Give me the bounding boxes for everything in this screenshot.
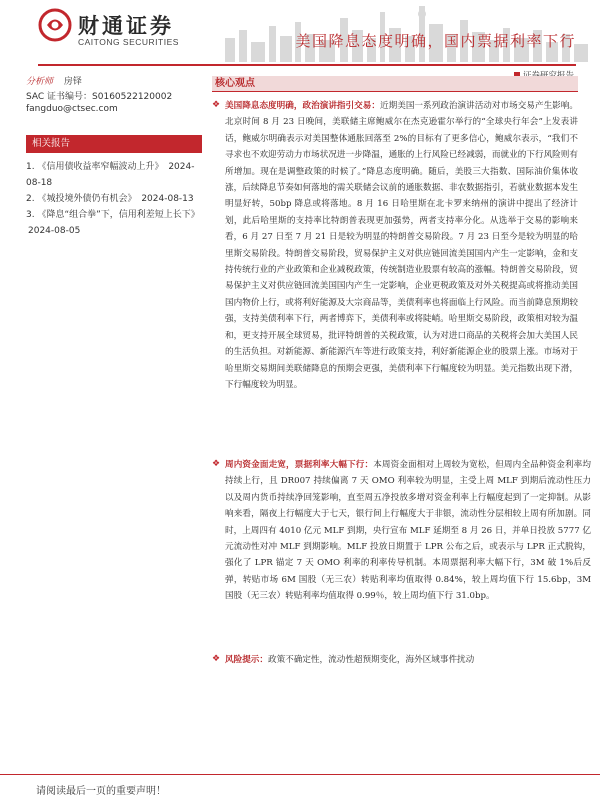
core-views-heading: 核心观点 [212, 76, 578, 92]
diamond-bullet-icon: ❖ [212, 654, 221, 664]
footer-divider [0, 774, 600, 775]
bullet-text: 政策不确定性，流动性超预期变化，海外区域事件扰动 [267, 655, 475, 665]
related-report-item[interactable] [26, 191, 202, 207]
bullet-paragraph [225, 457, 591, 605]
header-divider [38, 64, 576, 66]
bullet-lead: 周内资金面走宽，票据利率大幅下行： [225, 460, 374, 470]
logo-text-cn: 财通证券 [78, 14, 174, 38]
analyst-name: 房铎 [63, 77, 82, 87]
related-report-title: 3. 《降息“组合拳”下，信用利差短上长下》 [26, 210, 200, 220]
bullet-lead: 风险提示： [225, 655, 268, 665]
bullet-lead: 美国降息态度明确，政治演讲指引交易： [225, 101, 380, 111]
related-reports-list [26, 159, 202, 239]
bullet-paragraph [225, 98, 578, 393]
related-reports-heading: 相关报告 [26, 135, 202, 153]
footer-disclaimer: 请阅读最后一页的重要声明！ [36, 786, 166, 797]
related-report-title: 2. 《城投境外债仍有机会》 [26, 194, 137, 204]
sac-number: S0160522120002 [92, 92, 173, 102]
related-report-date: 2024-08-18 [26, 162, 195, 188]
core-view-bullet [212, 652, 591, 668]
related-report-date: 2024-08-05 [28, 226, 81, 236]
related-report-item[interactable] [26, 159, 202, 191]
related-report-title: 1. 《信用债收益率窄幅波动上升》 [26, 162, 164, 172]
page-footer [0, 774, 600, 800]
related-report-date: 2024-08-13 [141, 194, 194, 204]
bullet-paragraph [225, 652, 591, 668]
bullet-text: 本周资金面相对上周较为宽松，但周内全品种资金利率均持续上行，且 DR007 持续偏离 7 天 OMO 利率较为明显，主受上周 MLF 到期后流动性压力以及周内货币持续净回笼影响，直至周五净投放多增对资金利率上行幅度起到了一定抑制。从影响来看，隔夜上行幅度大于七天，银行间上行幅度大于非银，流动性分层相较上周有所加剧。同时，上周四有 4010 亿元 MLF 到期，央行宣布 MLF 延期至 8 月 26 日，并单日投放 5777 亿元流动性对冲 MLF 到期影响。MLF 投放日期置于 LPR 公布之后，或表示与 LPR 正式脱钩，强化了 LPR 锚定 7 天 OMO 利率的利率传导机制。本周票据利率大幅下行，3M 破 1%后反弹，转贴市场 6M 国股（无三农）转贴利率均值取得 0.84%，较上周均值下行 15.6bp，3M 国股（无三农）转贴利率均值取得 0.99％，较上周均值下行 31.0bp。 [225, 460, 591, 602]
analyst-email[interactable]: fangduo@ctsec.com [26, 104, 118, 114]
caitong-logo-icon [38, 8, 72, 42]
related-report-item[interactable] [26, 207, 202, 239]
report-title: 美国降息态度明确，国内票据利率下行 [295, 32, 576, 50]
sidebar [26, 76, 202, 239]
diamond-bullet-icon: ❖ [212, 459, 221, 469]
diamond-bullet-icon: ❖ [212, 100, 221, 110]
core-view-bullet [212, 457, 591, 605]
sac-row [26, 91, 202, 103]
analyst-label: 分析师 [26, 77, 54, 87]
main-content [212, 76, 591, 665]
core-view-bullet [212, 98, 578, 393]
company-logo [38, 8, 188, 52]
sac-label: SAC 证书编号： [26, 92, 93, 102]
bullet-text: 近期美国一系列政治演讲活动对市场交易产生影响。北京时间 8 月 23 日晚间，美联储主席鲍威尔在杰克逊霍尔举行的“全球央行年会”上发表讲话，鲍威尔明确表示对美国整体通胀回落至 2%的目标有了更多信心，鲍威尔表示，“我们不寻求也不欢迎劳动力市场状况进一步降温，通胀的上行风险已经减弱，而就业的下行风险则有所增加。现在是调整政策的时候了。”降息态度明确。随后，美股三大指数、国际油价集体收涨，后续降息节奏如何落地的需关联储会议前的通胀数据、非农数据指引，若就业数据本发生明显好转，50bp 降息或将落地。8 月 16 日哈里斯在北卡罗来纳州的演讲中提出了经济计划，此后哈里斯的支持率比特朗普表现更加强势，两者支持率分化。从选举于交易的影响来看，6 月 27 日至 7 月 21 日是较为明显的特朗普交易阶段。7 月 23 日至今是较为明显的哈里斯交易阶段。特朗普交易阶段，贸易保护主义对供应链回流美国国内产生一定影响，金和支持传统行业的产业政策和企业减税政策，传统制造业股票有较高的涨幅。特朗普交易阶段，贸易保护主义对供应链回流美国国内产生一定影响，企业更税政策及对外关税提高或将推动美国国内物价上行，或将利好能源及大宗商品等，美债利率也将面临上行风险。而当前降息预期较强，支持美债利率下行，两者博弈下，美债利率或将陡峭。哈里斯交易阶段，政策相对较为温和，更支持开展全球贸易，批评特朗普的关税政策，认为对进口商品的关税将会加大美国人民的生活负担。对新能源、新能源汽车等进行政策支持，利好新能源企业的股票上涨。市场对于哈里斯交易期间美联储降息的预期会更强，美债利率下行幅度较为明显。美元指数出现下滑，下行幅度较为明显。 [225, 101, 578, 390]
analyst-row [26, 76, 202, 88]
logo-text-en: CAITONG SECURITIES [78, 37, 179, 47]
report-header [0, 0, 600, 66]
